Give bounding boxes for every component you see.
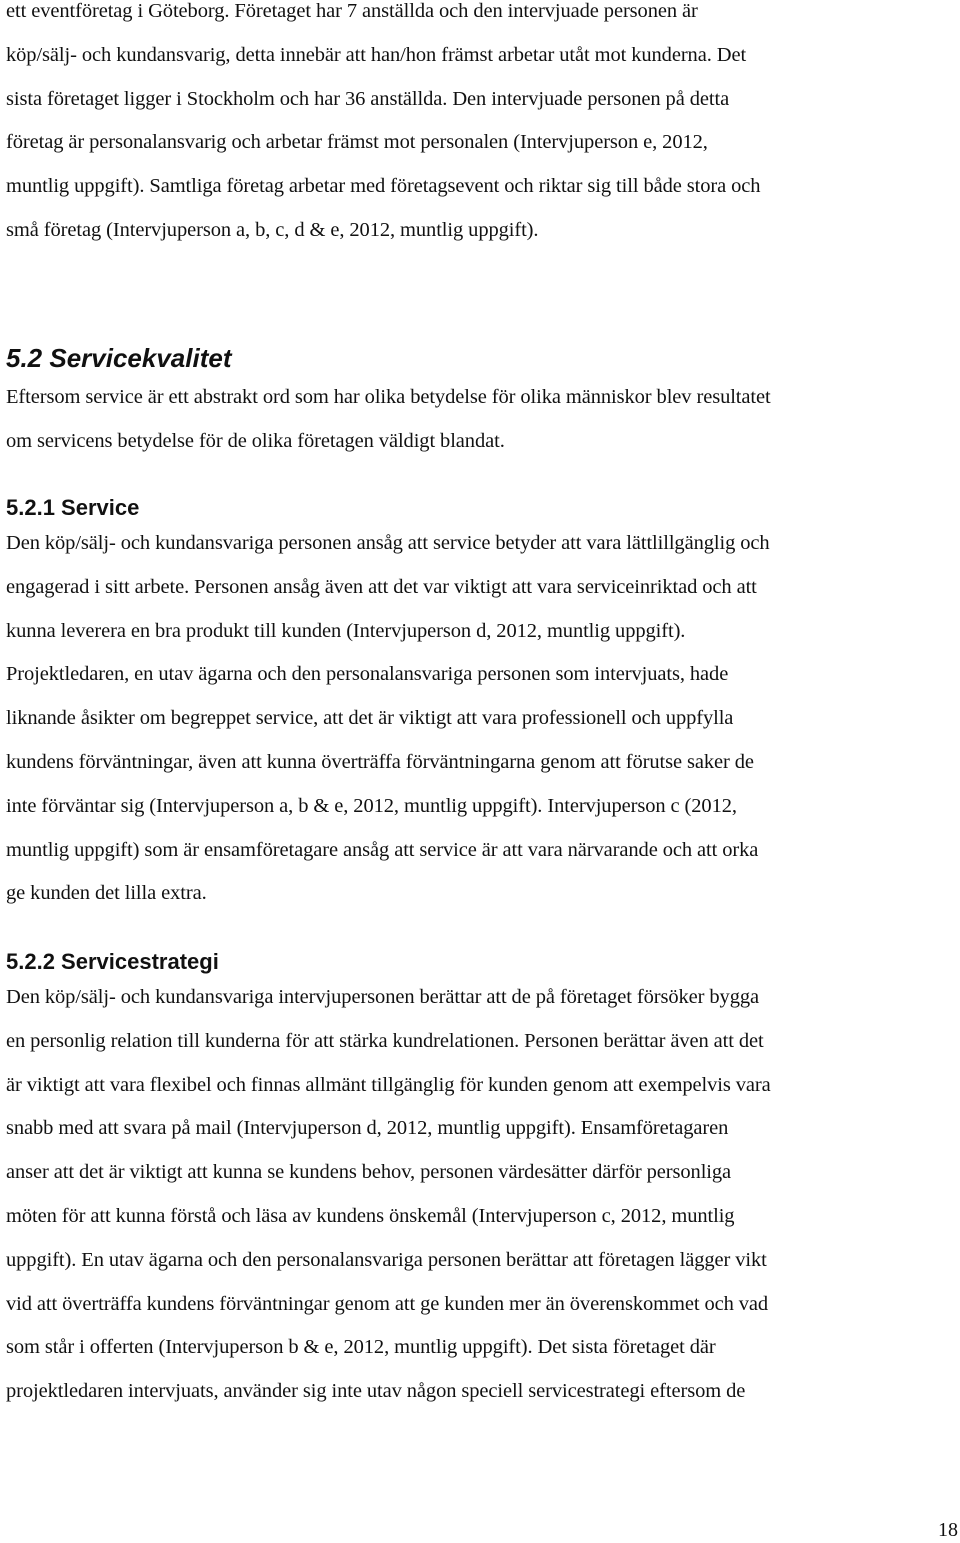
page-number: 18 bbox=[938, 1519, 958, 1541]
paragraph-service: Den köp/sälj- och kundansvariga personen ansåg att service betyder att vara lättlillgänglig och engagerad i sitt arbete. Personen ansåg även att det var viktigt att vara serviceinriktad och att kunna leverera en bra produkt till kunden (Intervjuperson d, 2012, muntlig uppgift). Projektledaren, en utav ägarna och den personalansvariga personen som intervjuats, hade liknande åsikter om begreppet service, att det är viktigt att vara professionell och uppfylla kundens förväntningar, även att kunna överträffa förväntningarna genom att förutse saker de inte förväntar sig (Intervjuperson a, b & e, 2012, muntlig uppgift). Intervjuperson c (2012, muntlig uppgift) som är ensamföretagare ansåg att service är att vara närvarande och att orka ge kunden det lilla extra. bbox=[6, 532, 770, 905]
section-heading-servicekvalitet: 5.2 Servicekvalitet bbox=[6, 343, 232, 373]
paragraph-intro: ett eventföretag i Göteborg. Företaget har 7 anställda och den intervjuade personen är köp/sälj- och kundansvarig, detta innebär att han/hon främst arbetar utåt mot kunderna. Det sista företaget ligger i Stockholm och har 36 anställda. Den intervjuade personen på detta företag är personalansvarig och arbetar främst mot personalen (Intervjuperson e, 2012, muntlig uppgift). Samtliga företag arbetar med företagsevent och riktar sig till både stora och små företag (Intervjuperson a, b, c, d & e, 2012, muntlig uppgift). bbox=[6, 0, 761, 241]
subsection-heading-service: 5.2.1 Service bbox=[6, 495, 140, 520]
subsection-heading-servicestrategi: 5.2.2 Servicestrategi bbox=[6, 949, 219, 974]
paragraph-servicestrategi: Den köp/sälj- och kundansvariga intervjupersonen berättar att de på företaget försöker bygga en personlig relation till kunderna för att stärka kundrelationen. Personen berättar även att det är viktigt att vara flexibel och finnas allmänt tillgänglig för kunden genom att exempelvis vara snabb med att svara på mail (Intervjuperson d, 2012, muntlig uppgift). Ensamföretagaren anser att det är viktigt att kunna se kundens behov, personen värdesätter därför personliga möten för att kunna förstå och läsa av kundens önskemål (Intervjuperson c, 2012, muntlig uppgift). En utav ägarna och den personalansvariga personen berättar att företagen lägger vikt vid att överträffa kundens förväntningar genom att ge kunden mer än överenskommet och vad som står i offerten (Intervjuperson b & e, 2012, muntlig uppgift). Det sista företaget där projektledaren intervjuats, använder sig inte utav någon speciell servicestrategi eftersom de bbox=[6, 986, 771, 1403]
paragraph-servicekvalitet: Eftersom service är ett abstrakt ord som har olika betydelse för olika människor blev resultatet om servicens betydelse för de olika företagen väldigt blandat. bbox=[6, 386, 771, 452]
